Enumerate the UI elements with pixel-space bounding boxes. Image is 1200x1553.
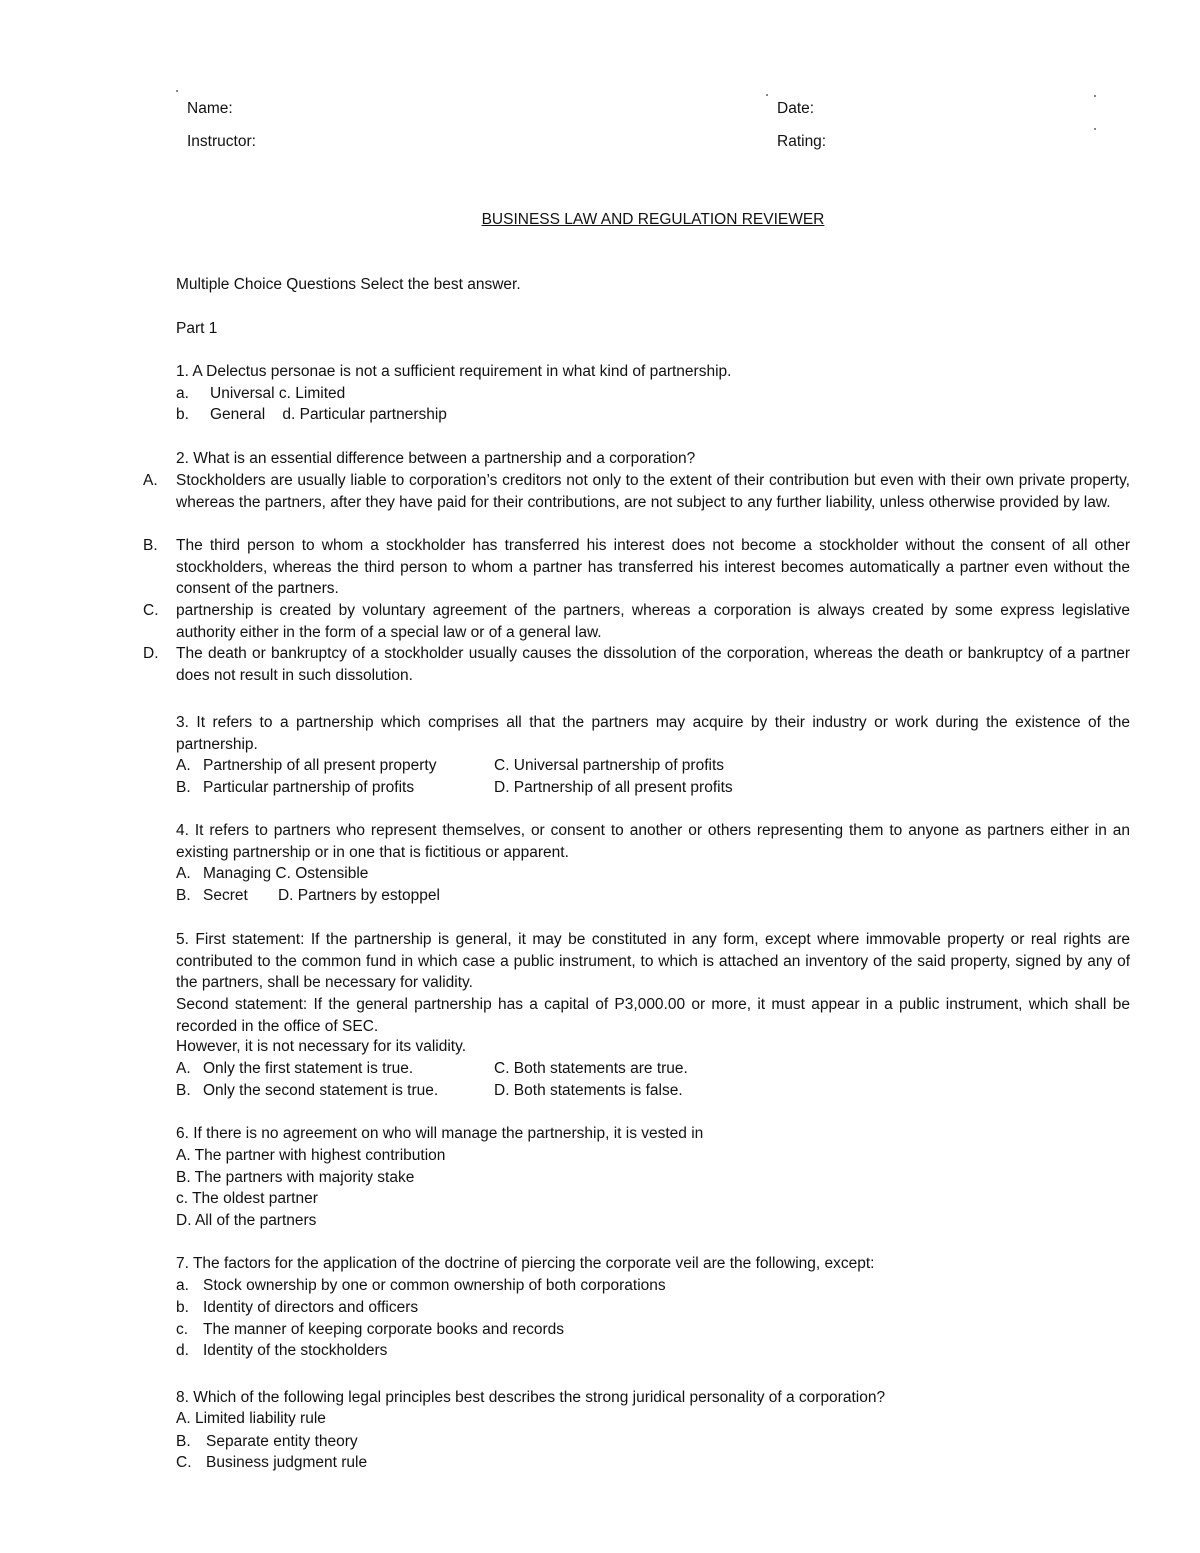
question-4: 4. It refers to partners who represent themselves, or consent to another or others representing them to anyone as partners either in an existing partnership or in one that is fictitious or apparent. <box>176 822 1130 861</box>
option-text: The death or bankruptcy of a stockholder usually causes the dissolution of the corporation, whereas the death or bankruptcy of a partner does not result in such dissolution. <box>176 645 1130 684</box>
question-7: 7. The factors for the application of the doctrine of piercing the corporate veil are the following, except: <box>176 1255 875 1272</box>
option-label: B. <box>143 537 158 554</box>
option-text: Managing C. Ostensible <box>203 865 369 882</box>
option-text: Only the first statement is true. <box>203 1060 414 1077</box>
option-label: B. <box>176 779 191 796</box>
option-text: Stock ownership by one or common ownership of both corporations <box>203 1277 666 1294</box>
option-text: Business judgment rule <box>206 1454 368 1471</box>
instructor-label: Instructor: <box>187 133 256 150</box>
option-text: A. Limited liability rule <box>176 1410 326 1427</box>
option-label: B. <box>176 1082 191 1099</box>
option-text: D. Partnership of all present profits <box>494 779 733 796</box>
option-text: Stockholders are usually liable to corporation’s creditors not only to the extent of their contribution but even with their own private property, whereas the partners, after they have paid for their contributions, are not subject to any further liability, unless otherwise provided by law. <box>176 472 1130 511</box>
page-speck <box>176 90 178 92</box>
option-text: C. Universal partnership of profits <box>494 757 725 774</box>
option-text: General d. Particular partnership <box>210 406 447 423</box>
option-label: C. <box>176 1454 192 1471</box>
rating-label: Rating: <box>777 133 827 150</box>
question-5-statement-1: 5. First statement: If the partnership is general, it may be constituted in any form, except where immovable property or real rights are contributed to the common fund in which case a public instrument, to which is attached an inventory of the said property, signed by any of the partners, shall be necessary for validity. <box>176 931 1130 992</box>
date-label: Date: <box>777 100 815 117</box>
option-text: Universal c. Limited <box>210 385 346 402</box>
option-label: a. <box>176 385 189 402</box>
option-label: C. <box>143 602 159 619</box>
option-text: D. All of the partners <box>176 1212 317 1229</box>
option-text: The third person to whom a stockholder has transferred his interest does not become a stockholder without the consent of all other stockholders, whereas the third person to whom a partner has transferred his interest becomes automatically a partner even without the consent of the partners. <box>176 537 1130 598</box>
question-6: 6. If there is no agreement on who will manage the partnership, it is vested in <box>176 1125 704 1142</box>
option-label: A. <box>176 1060 191 1077</box>
option-text: C. Both statements are true. <box>494 1060 688 1077</box>
option-text: A. The partner with highest contribution <box>176 1147 446 1164</box>
option-label: b. <box>176 1299 189 1316</box>
option-label: D. <box>143 645 159 662</box>
option-text: Partnership of all present property <box>203 757 437 774</box>
option-label: A. <box>176 865 191 882</box>
option-label: A. <box>176 757 191 774</box>
instructions: Multiple Choice Questions Select the best answer. <box>176 276 521 293</box>
option-label: d. <box>176 1342 189 1359</box>
option-text: Particular partnership of profits <box>203 779 415 796</box>
option-text: Identity of the stockholders <box>203 1342 388 1359</box>
option-text: Separate entity theory <box>206 1433 358 1450</box>
question-5-note: However, it is not necessary for its validity. <box>176 1038 467 1055</box>
option-label: a. <box>176 1277 189 1294</box>
option-text: c. The oldest partner <box>176 1190 318 1207</box>
page-speck <box>1094 128 1096 130</box>
option-text: B. The partners with majority stake <box>176 1169 415 1186</box>
name-label: Name: <box>187 100 233 117</box>
option-text: partnership is created by voluntary agreement of the partners, whereas a corporation is always created by some express legislative authority either in the form of a special law or of a general law. <box>176 602 1130 641</box>
option-text: D. Both statements is false. <box>494 1082 683 1099</box>
option-label: B. <box>176 1433 191 1450</box>
option-text: Only the second statement is true. <box>203 1082 439 1099</box>
option-label: b. <box>176 406 189 423</box>
question-8: 8. Which of the following legal principles best describes the strong juridical personality of a corporation? <box>176 1389 886 1406</box>
option-label: B. <box>176 887 191 904</box>
page-speck <box>1094 95 1096 97</box>
question-5-statement-2: Second statement: If the general partnership has a capital of P3,000.00 or more, it must appear in a public instrument, which shall be recorded in the office of SEC. <box>176 996 1130 1035</box>
option-label: A. <box>143 472 158 489</box>
option-text: Secret D. Partners by estoppel <box>203 887 440 904</box>
question-2: 2. What is an essential difference between a partnership and a corporation? <box>176 450 696 467</box>
option-text: Identity of directors and officers <box>203 1299 419 1316</box>
document-title: BUSINESS LAW AND REGULATION REVIEWER <box>481 211 825 228</box>
part-heading: Part 1 <box>176 320 218 337</box>
question-1: 1. A Delectus personae is not a sufficient requirement in what kind of partnership. <box>176 363 732 380</box>
option-text: The manner of keeping corporate books and records <box>203 1321 565 1338</box>
page-speck <box>766 94 768 96</box>
option-label: c. <box>176 1321 189 1338</box>
question-3: 3. It refers to a partnership which comprises all that the partners may acquire by their industry or work during the existence of the partnership. <box>176 714 1130 753</box>
